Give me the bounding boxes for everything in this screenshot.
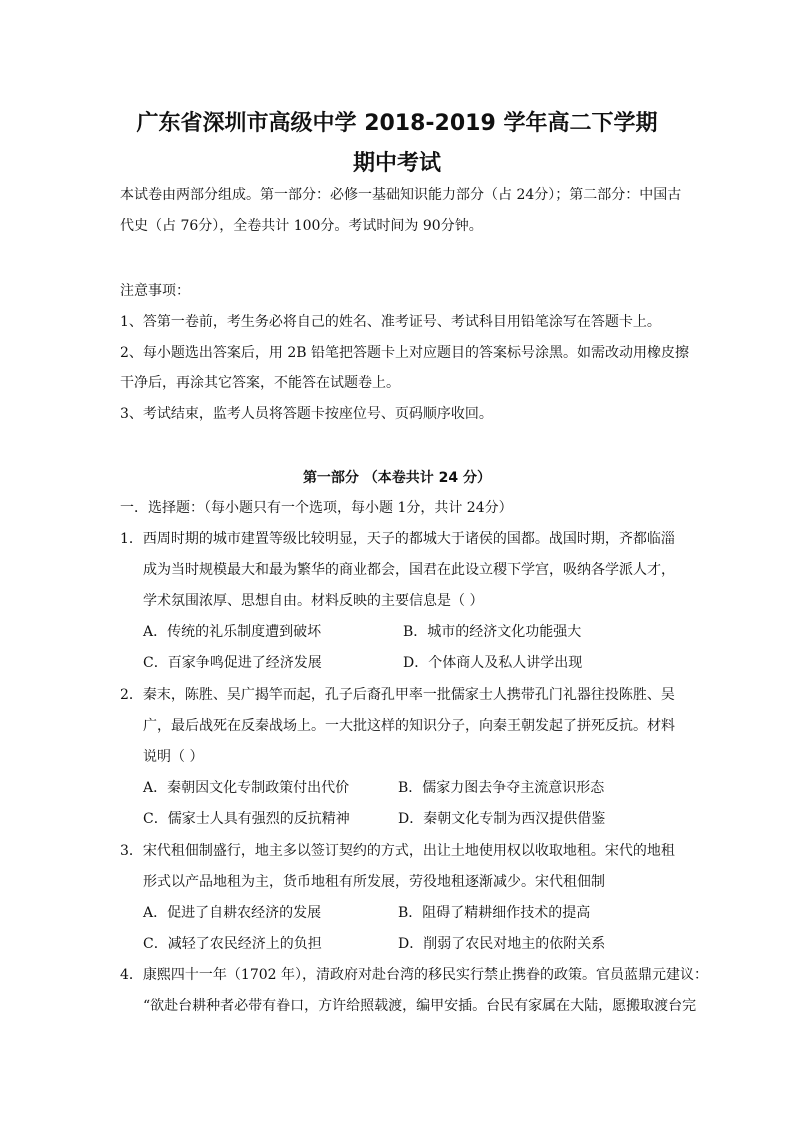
q4-line-2: “欲赴台耕种者必带有眷口，方许给照载渡，编甲安插。台民有家属在大陆，愿搬取渡台完	[143, 998, 697, 1014]
q1-line-2: 成为当时规模最大和最为繁华的商业都会，国君在此设立稷下学宫，吸纳各学派人才，	[143, 562, 675, 578]
q3-option-d: D．削弱了农民对地主的依附关系	[398, 936, 606, 952]
q2-line-2: 广，最后战死在反秦战场上。一大批这样的知识分子，向秦王朝发起了拼死反抗。材料	[143, 718, 675, 734]
exam-title: 广东省深圳市高级中学 2018-2019 学年高二下学期	[136, 111, 658, 136]
notes-heading: 注意事项：	[120, 283, 190, 299]
q2-option-d: D．秦朝文化专制为西汉提供借鉴	[398, 811, 606, 827]
q2-line-3: 说明（ ）	[143, 749, 204, 765]
q1-option-a: A．传统的礼乐制度遭到破坏	[143, 624, 322, 640]
section-heading: 一．选择题：（每小题只有一个选项，每小题 1分，共计 24分）	[120, 500, 513, 516]
q3-option-b: B．阻碍了精耕细作技术的提高	[398, 905, 591, 921]
q4-line-1: 4．康熙四十一年（1702 年），清政府对赴台湾的移民实行禁止携眷的政策。官员蓝鼎元建议：	[120, 967, 708, 983]
q3-line-1: 3．宋代租佃制盛行，地主多以签订契约的方式，出让土地使用权以收取地租。宋代的地租	[120, 843, 675, 859]
q1-option-d: D．个体商人及私人讲学出现	[403, 655, 583, 671]
q2-option-b: B．儒家力图去争夺主流意识形态	[398, 780, 605, 796]
notes-item-3: 3、考试结束，监考人员将答题卡按座位号、页码顺序收回。	[120, 406, 493, 422]
exam-subtitle: 期中考试	[352, 151, 441, 176]
q2-option-c: C．儒家士人具有强烈的反抗精神	[143, 811, 350, 827]
intro-line-2: 代史（占 76分），全卷共计 100分。考试时间为 90分钟。	[120, 218, 483, 234]
q1-line-1: 1．西周时期的城市建置等级比较明显，天子的都城大于诸侯的国都。战国时期，齐都临淄	[120, 531, 675, 547]
part1-heading: 第一部分 （本卷共计 24 分）	[302, 470, 492, 486]
notes-item-1: 1、答第一卷前，考生务必将自己的姓名、准考证号、考试科目用铅笔涂写在答题卡上。	[120, 314, 661, 330]
q2-option-a: A．秦朝因文化专制政策付出代价	[143, 780, 350, 796]
q1-option-c: C．百家争鸣促进了经济发展	[143, 655, 322, 671]
notes-item-2-line-2: 干净后，再涂其它答案，不能答在试题卷上。	[120, 375, 400, 391]
q3-option-c: C．减轻了农民经济上的负担	[143, 936, 322, 952]
q1-line-3: 学术氛围浓厚、思想自由。材料反映的主要信息是（ ）	[143, 593, 484, 609]
q2-line-1: 2．秦末，陈胜、吴广揭竿而起，孔子后裔孔甲率一批儒家士人携带孔门礼器往投陈胜、吴	[120, 687, 675, 703]
intro-line-1: 本试卷由两部分组成。第一部分：必修一基础知识能力部分（占 24分）；第二部分：中国古	[120, 187, 682, 203]
q3-option-a: A．促进了自耕农经济的发展	[143, 905, 322, 921]
q1-option-b: B．城市的经济文化功能强大	[403, 624, 582, 640]
notes-item-2-line-1: 2、每小题选出答案后，用 2B 铅笔把答题卡上对应题目的答案标号涂黑。如需改动用橡皮擦	[120, 345, 690, 361]
q3-line-2: 形式以产品地租为主，货币地租有所发展，劳役地租逐渐减少。宋代租佃制	[143, 874, 605, 890]
